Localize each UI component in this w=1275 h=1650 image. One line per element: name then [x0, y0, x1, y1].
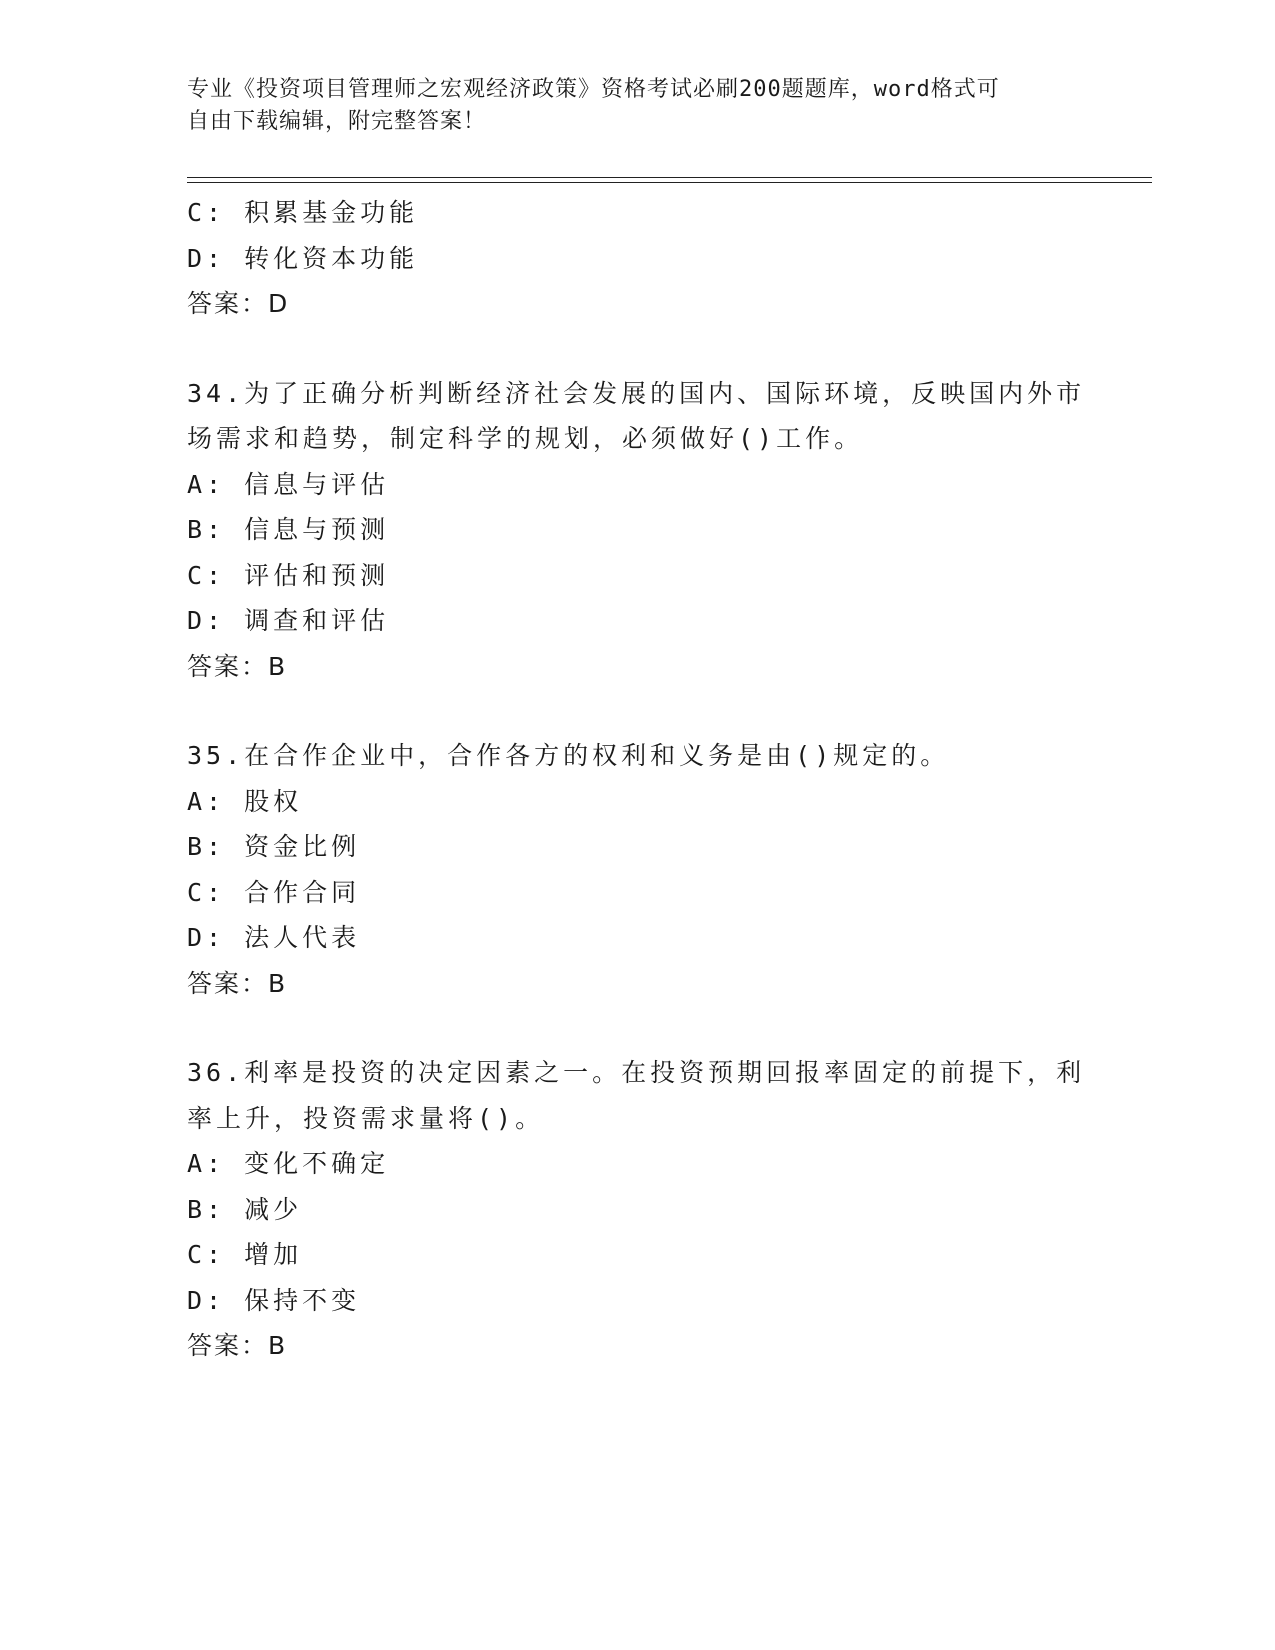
- header-title-line-2: 自由下载编辑，附完整答案！: [187, 109, 487, 134]
- spacer: [187, 1006, 1087, 1050]
- option-c: C: 合作合同: [187, 877, 361, 907]
- option-b: B: 减少: [187, 1194, 303, 1224]
- answer: 答案：D: [187, 289, 290, 318]
- option-a: A: 变化不确定: [187, 1149, 390, 1178]
- question-stem-line-2: 场需求和趋势，制定科学的规划，必须做好()工作。: [187, 424, 864, 453]
- question-list: [187, 190, 1087, 1369]
- option-c: C: 积累基金功能: [187, 198, 419, 227]
- option-d: D: 转化资本功能: [187, 243, 419, 273]
- header-divider-bottom: [187, 182, 1152, 183]
- option-b: B: 信息与预测: [187, 515, 390, 544]
- option-d: D: 保持不变: [187, 1285, 361, 1315]
- option-d: D: 法人代表: [187, 923, 361, 952]
- option-c: C: 增加: [187, 1240, 303, 1269]
- answer: 答案：B: [187, 968, 288, 998]
- header-divider-top: [187, 177, 1152, 178]
- option-a: A: 股权: [187, 786, 303, 816]
- answer: 答案：B: [187, 651, 288, 681]
- question-stem-line-1: 35.在合作企业中，合作各方的权利和义务是由()规定的。: [187, 741, 950, 770]
- question-stem-line-1: 36.利率是投资的决定因素之一。在投资预期回报率固定的前提下，利: [187, 1058, 1086, 1087]
- question-35: [187, 733, 1087, 1006]
- question-33-tail: [187, 190, 1087, 327]
- question-stem-line-1: 34.为了正确分析判断经济社会发展的国内、国际环境，反映国内外市: [187, 378, 1086, 408]
- question-stem-line-2: 率上升，投资需求量将()。: [187, 1103, 545, 1133]
- option-b: B: 资金比例: [187, 832, 361, 861]
- option-c: C: 评估和预测: [187, 560, 390, 590]
- spacer: [187, 327, 1087, 371]
- spacer: [187, 689, 1087, 733]
- option-a: A: 信息与评估: [187, 469, 390, 499]
- question-34: [187, 371, 1087, 690]
- document-header: [187, 74, 1087, 138]
- header-title-line-1: 专业《投资项目管理师之宏观经济政策》资格考试必刷200题题库，word格式可: [187, 77, 1000, 102]
- answer: 答案：B: [187, 1331, 288, 1360]
- option-d: D: 调查和评估: [187, 606, 390, 635]
- question-36: [187, 1050, 1087, 1369]
